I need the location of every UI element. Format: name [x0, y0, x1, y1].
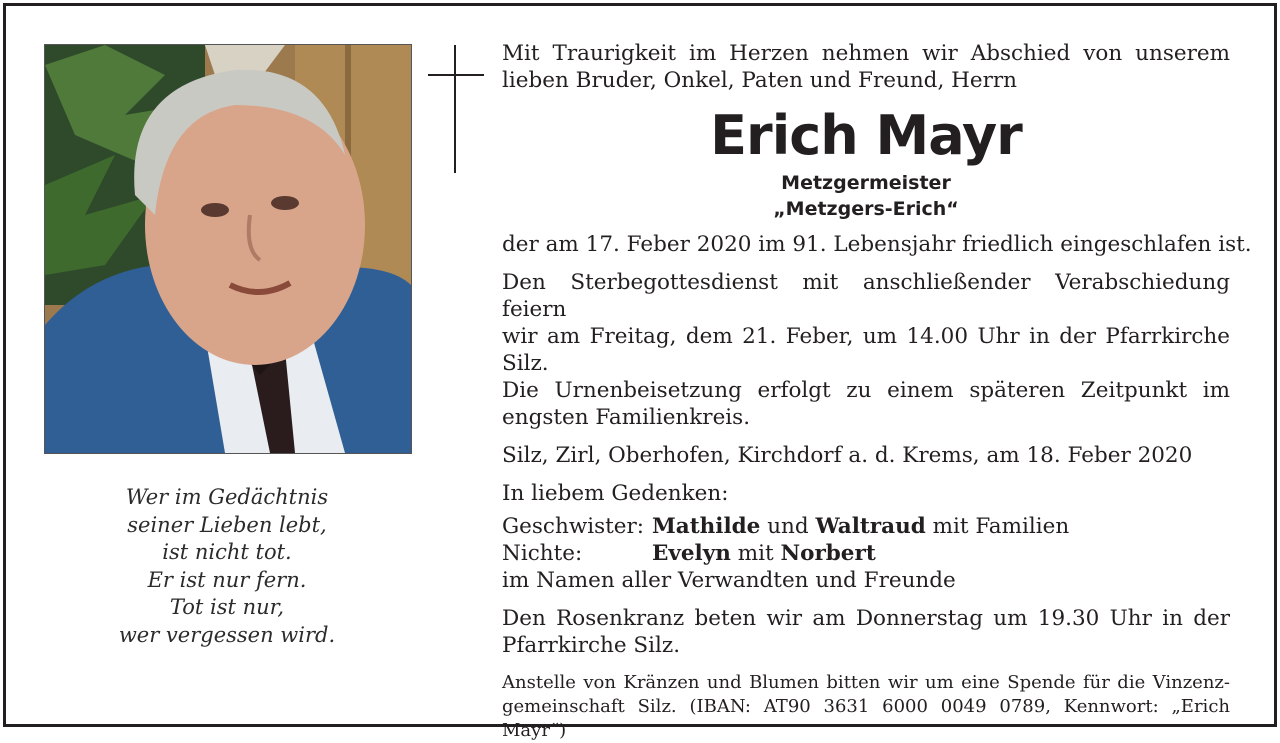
memorial-poem — [44, 484, 410, 649]
nickname: „Metzgers-Erich“ — [773, 198, 959, 220]
cross-icon — [428, 45, 484, 173]
poem-line: Er ist nur fern. — [147, 567, 307, 592]
relatives-line: im Namen aller Verwandten und Freunde — [502, 568, 956, 593]
sibling-name: Waltraud — [815, 514, 926, 539]
memory-heading: In liebem Gedenken: — [502, 481, 729, 506]
service-info — [502, 269, 1230, 431]
niece-name: Evelyn — [652, 541, 731, 566]
partner-name: Norbert — [780, 541, 876, 566]
poem-line: ist nicht tot. — [162, 540, 292, 564]
siblings-row — [502, 513, 1230, 540]
service-line: wir am Freitag, dem 21. Feber, um 14.00 Uhr in der Pfarrkirche Silz. — [502, 324, 1230, 376]
notice-body — [502, 40, 1252, 743]
siblings-label: Geschwister: — [502, 514, 645, 539]
poem-line: Wer im Gedächtnis — [125, 485, 329, 509]
rosary-info — [502, 605, 1230, 659]
conjunction: mit — [737, 541, 774, 566]
families-text: mit Familien — [932, 514, 1070, 539]
niece-row — [502, 540, 1230, 567]
donation-line: Mayr“) — [502, 720, 567, 741]
poem-line: Tot ist nur, — [169, 595, 285, 619]
service-line: engsten Familienkreis. — [502, 405, 751, 430]
donation-line: Anstelle von Kränzen und Blumen bitten wir um eine Spende für die Vinzenz- — [502, 672, 1230, 693]
niece-label: Nichte: — [502, 541, 583, 566]
donation-line: gemeinschaft Silz. (IBAN: AT90 3631 6000 0049 0789, Kennwort: „Erich — [502, 696, 1230, 717]
portrait-photo — [44, 44, 412, 454]
donation-info — [502, 671, 1230, 743]
service-line: Den Sterbegottesdienst mit anschließender Verabschiedung feiern — [502, 270, 1230, 322]
sibling-name: Mathilde — [652, 514, 761, 539]
intro-line: Mit Traurigkeit im Herzen nehmen wir Abschied von unserem — [502, 41, 1230, 66]
intro-line: lieben Bruder, Onkel, Paten und Freund, Herrn — [502, 68, 1017, 93]
rosary-line: Den Rosenkranz beten wir am Donnerstag um 19.30 Uhr in der — [502, 606, 1230, 631]
conjunction: und — [767, 514, 809, 539]
intro-text — [502, 40, 1230, 94]
service-line: Die Urnenbeisetzung erfolgt zu einem späteren Zeitpunkt im — [502, 378, 1230, 403]
poem-line: seiner Lieben lebt, — [127, 512, 327, 537]
deceased-name: Erich Mayr — [710, 104, 1022, 167]
poem-line: wer vergessen wird. — [118, 622, 336, 647]
rosary-line: Pfarrkirche Silz. — [502, 633, 681, 658]
place-date: Silz, Zirl, Oberhofen, Kirchdorf a. d. Krems, am 18. Feber 2020 — [502, 443, 1193, 468]
death-statement: der am 17. Feber 2020 im 91. Lebensjahr friedlich eingeschlafen ist. — [502, 232, 1252, 257]
occupation: Metzgermeister — [781, 172, 951, 194]
